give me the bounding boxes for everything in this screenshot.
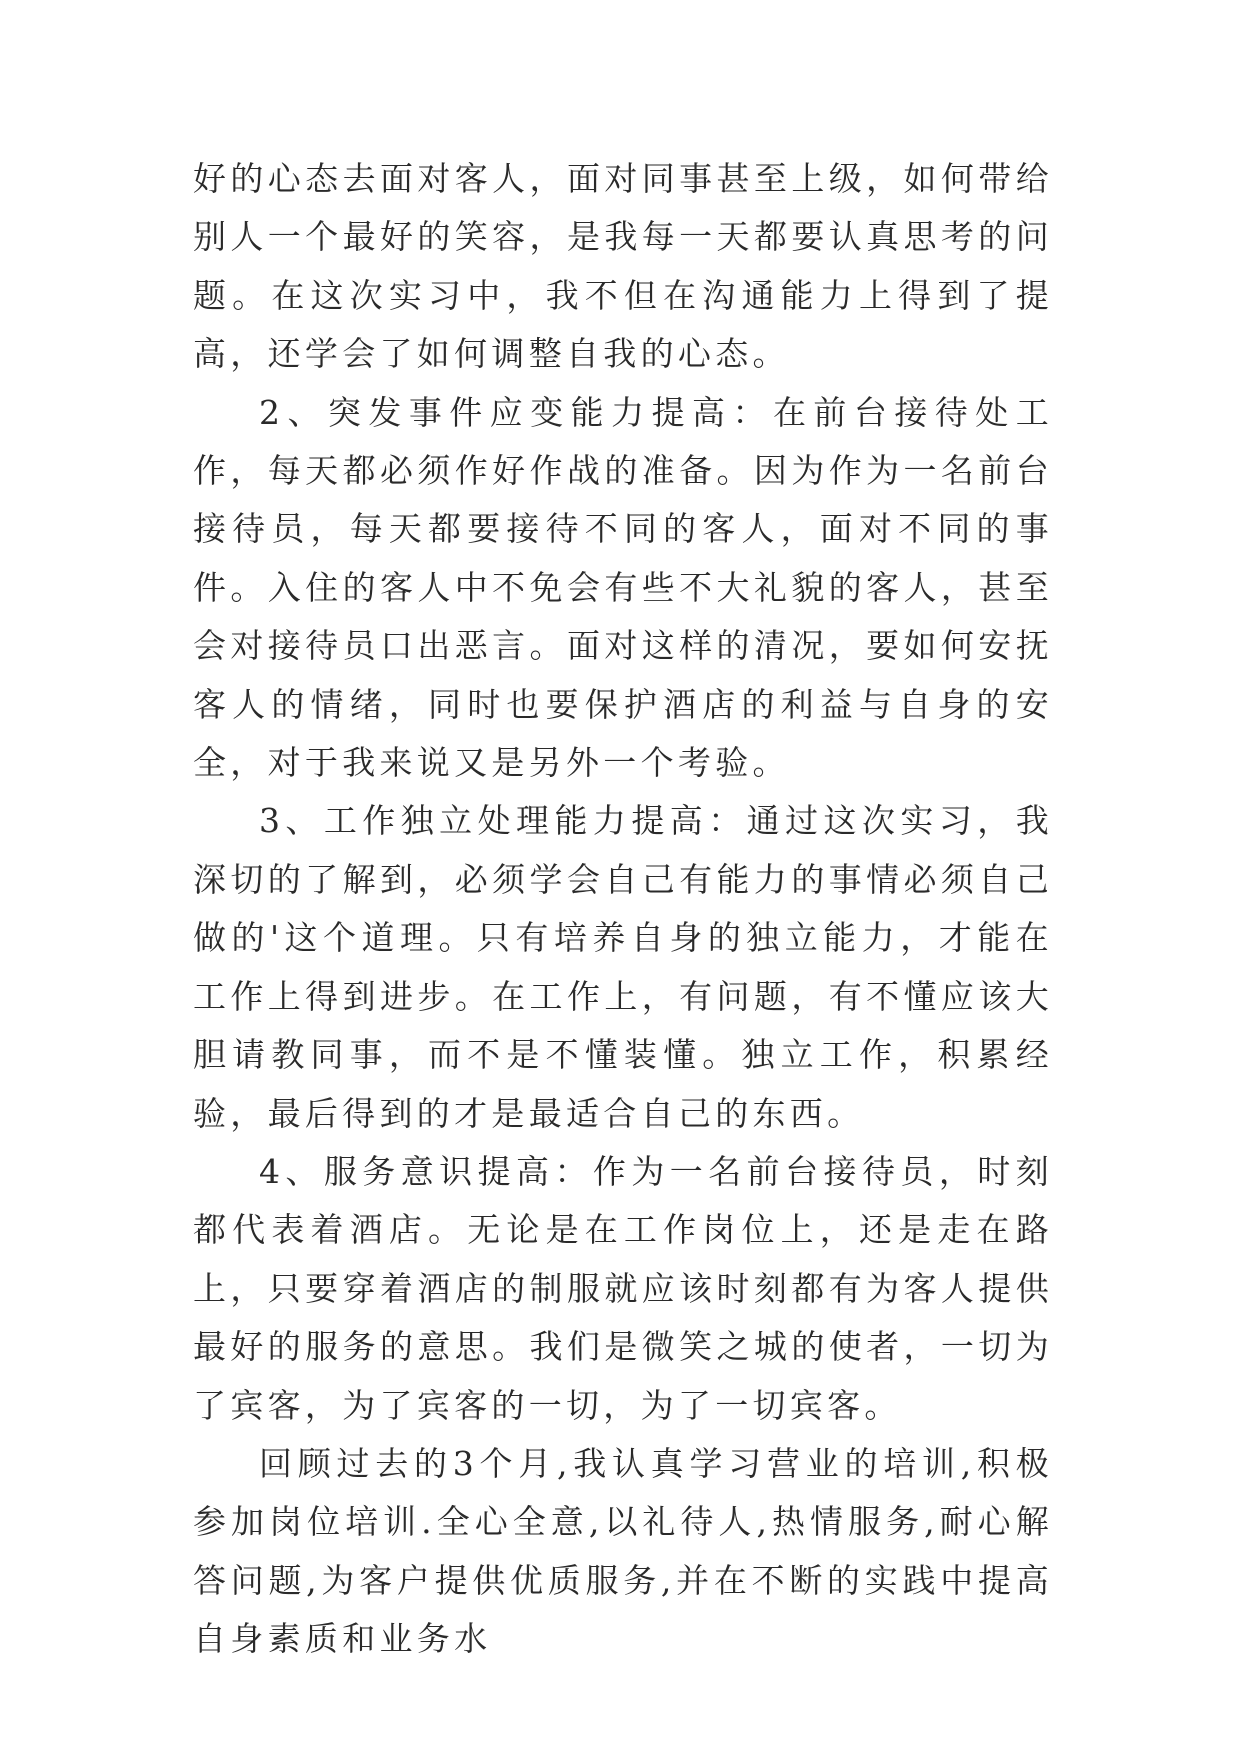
paragraph-5: 回顾过去的3个月,我认真学习营业的培训,积极参加岗位培训.全心全意,以礼待人,热情服务,耐心解答问题,为客户提供优质服务,并在不断的实践中提高自身素质和业务水 <box>193 1443 1053 1659</box>
document-body <box>193 150 1053 1669</box>
paragraph-4: 4、服务意识提高：作为一名前台接待员，时刻都代表着酒店。无论是在工作岗位上，还是走在路上，只要穿着酒店的制服就应该时刻都有为客人提供最好的服务的意思。我们是微笑之城的使者，一切为了宾客，为了宾客的一切，为了一切宾客。 <box>193 1151 1053 1425</box>
paragraph-1: 好的心态去面对客人，面对同事甚至上级，如何带给别人一个最好的笑容，是我每一天都要认真思考的问题。在这次实习中，我不但在沟通能力上得到了提高，还学会了如何调整自我的心态。 <box>193 159 1053 374</box>
paragraph-2: 2、突发事件应变能力提高：在前台接待处工作，每天都必须作好作战的准备。因为作为一名前台接待员，每天都要接待不同的客人，面对不同的事件。入住的客人中不免会有些不大礼貌的客人，甚至会对接待员口出恶言。面对这样的清况，要如何安抚客人的情绪，同时也要保护酒店的利益与自身的安全，对于我来说又是另外一个考验。 <box>193 392 1053 783</box>
paragraph-3: 3、工作独立处理能力提高：通过这次实习，我深切的了解到，必须学会自己有能力的事情必须自己做的'这个道理。只有培养自身的独立能力，才能在工作上得到进步。在工作上，有问题，有不懂应该大胆请教同事，而不是不懂装懂。独立工作，积累经验，最后得到的才是最适合自己的东西。 <box>193 801 1053 1133</box>
